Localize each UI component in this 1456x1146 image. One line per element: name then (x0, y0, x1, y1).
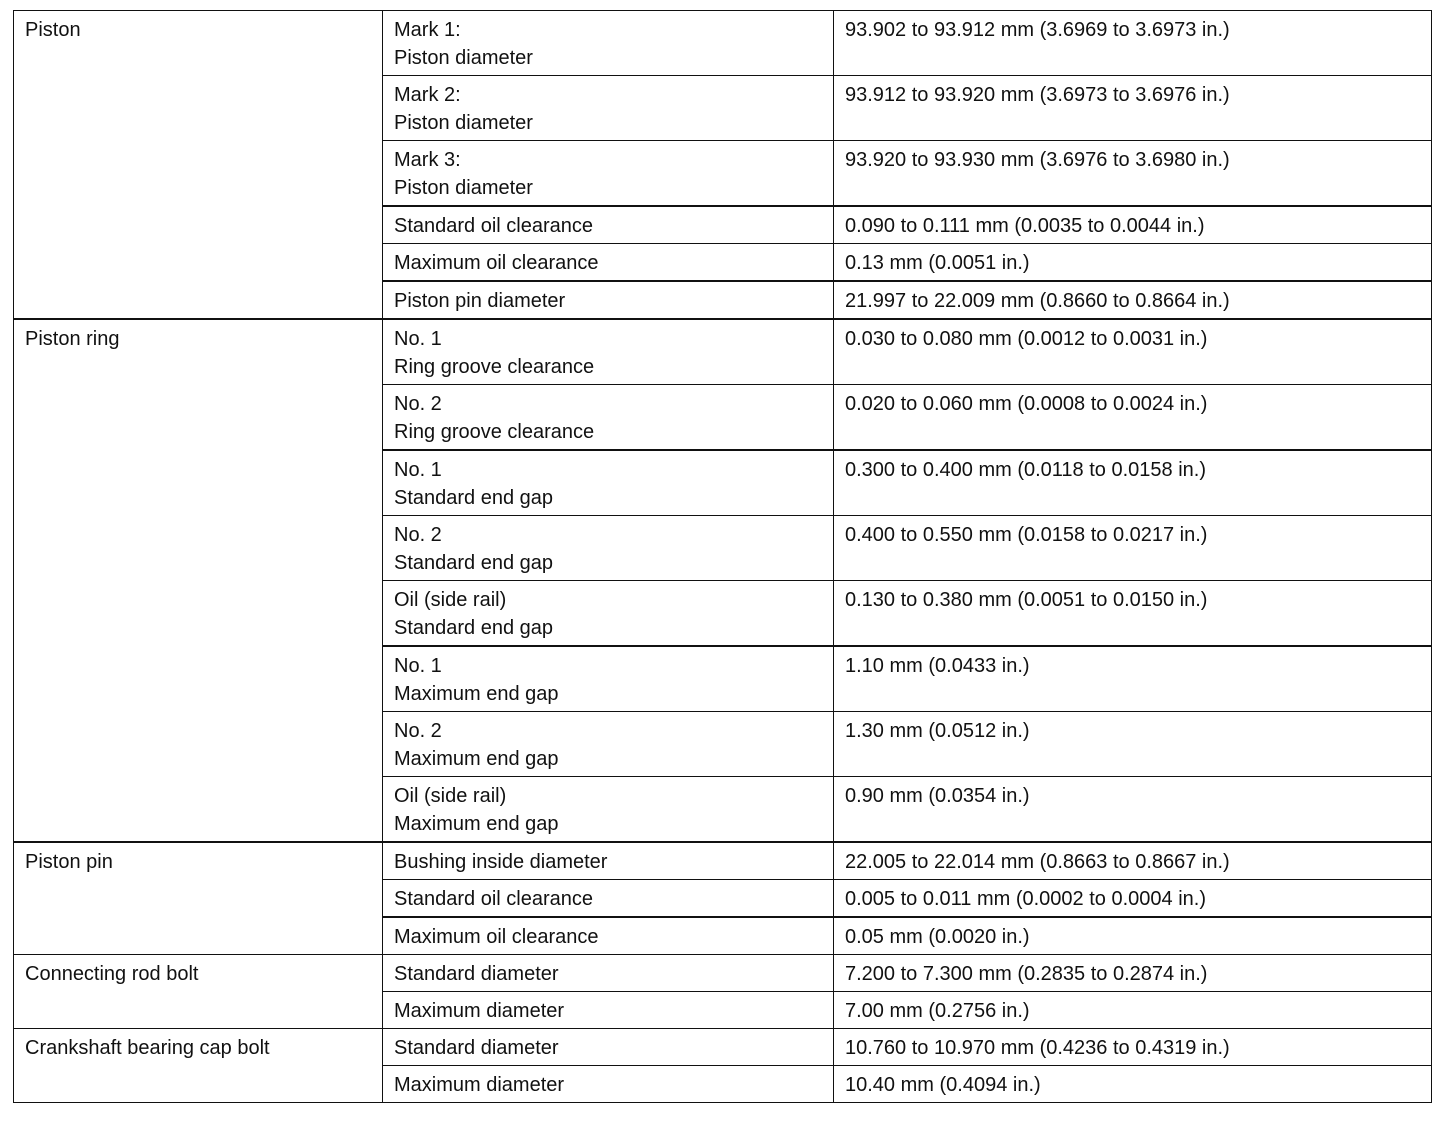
item-cell (383, 281, 834, 319)
group-name: Piston pin (25, 851, 113, 873)
value-text: 1.30 mm (0.0512 in.) (845, 720, 1030, 742)
value-cell (834, 992, 1432, 1029)
item-line: Ring groove clearance (394, 421, 595, 443)
item-cell (383, 712, 834, 777)
item-line: Maximum end gap (394, 748, 559, 770)
value-text: 0.90 mm (0.0354 in.) (845, 785, 1030, 807)
group-name: Crankshaft bearing cap bolt (25, 1037, 270, 1059)
value-cell (834, 581, 1432, 647)
value-text: 0.130 to 0.380 mm (0.0051 to 0.0150 in.) (845, 589, 1208, 611)
group-name: Connecting rod bolt (25, 963, 199, 985)
group-name: Piston ring (25, 328, 120, 350)
table-row (14, 1029, 1432, 1066)
item-cell (383, 385, 834, 451)
item-line: No. 1 (394, 328, 442, 350)
item-cell (383, 1066, 834, 1103)
group-name-cell (14, 1029, 383, 1103)
item-line: Maximum end gap (394, 683, 559, 705)
value-cell (834, 141, 1432, 207)
item-cell (383, 992, 834, 1029)
value-text: 0.005 to 0.011 mm (0.0002 to 0.0004 in.) (845, 888, 1206, 910)
value-text: 93.902 to 93.912 mm (3.6969 to 3.6973 in.) (845, 19, 1230, 41)
item-cell (383, 319, 834, 385)
item-cell (383, 646, 834, 712)
table-row (14, 955, 1432, 992)
table-row (14, 319, 1432, 385)
item-line: Maximum diameter (394, 1074, 565, 1096)
item-line: Piston diameter (394, 47, 533, 69)
group-name-cell (14, 955, 383, 1029)
value-cell (834, 777, 1432, 843)
item-line: Bushing inside diameter (394, 851, 608, 873)
item-line: Mark 2: (394, 84, 461, 106)
table-row (14, 842, 1432, 880)
value-cell (834, 516, 1432, 581)
item-line: Standard end gap (394, 487, 554, 509)
item-line: Maximum diameter (394, 1000, 565, 1022)
item-cell (383, 955, 834, 992)
item-cell (383, 450, 834, 516)
value-cell (834, 385, 1432, 451)
item-line: Standard oil clearance (394, 215, 594, 237)
value-text: 1.10 mm (0.0433 in.) (845, 655, 1030, 677)
item-line: No. 2 (394, 393, 442, 415)
value-text: 0.030 to 0.080 mm (0.0012 to 0.0031 in.) (845, 328, 1208, 350)
value-cell (834, 11, 1432, 76)
item-line: Standard end gap (394, 552, 554, 574)
value-cell (834, 880, 1432, 918)
item-cell (383, 917, 834, 955)
item-line: Standard end gap (394, 617, 554, 639)
value-text: 0.400 to 0.550 mm (0.0158 to 0.0217 in.) (845, 524, 1208, 546)
item-cell (383, 777, 834, 843)
value-text: 93.912 to 93.920 mm (3.6973 to 3.6976 in.) (845, 84, 1230, 106)
value-cell (834, 646, 1432, 712)
spec-table (13, 10, 1432, 1103)
item-line: No. 2 (394, 524, 442, 546)
item-line: Oil (side rail) (394, 589, 507, 611)
item-line: Maximum oil clearance (394, 926, 599, 948)
item-line: Standard diameter (394, 963, 559, 985)
value-cell (834, 76, 1432, 141)
value-cell (834, 955, 1432, 992)
item-line: No. 1 (394, 655, 442, 677)
item-line: Maximum oil clearance (394, 252, 599, 274)
value-text: 10.760 to 10.970 mm (0.4236 to 0.4319 in.) (845, 1037, 1230, 1059)
item-cell (383, 244, 834, 282)
item-cell (383, 206, 834, 244)
item-line: Piston diameter (394, 112, 533, 134)
value-text: 93.920 to 93.930 mm (3.6976 to 3.6980 in.) (845, 149, 1230, 171)
value-text: 0.090 to 0.111 mm (0.0035 to 0.0044 in.) (845, 215, 1205, 237)
value-cell (834, 450, 1432, 516)
item-line: Maximum end gap (394, 813, 559, 835)
item-line: Mark 3: (394, 149, 461, 171)
value-text: 21.997 to 22.009 mm (0.8660 to 0.8664 in.) (845, 290, 1230, 312)
value-cell (834, 1066, 1432, 1103)
item-cell (383, 842, 834, 880)
item-cell (383, 141, 834, 207)
item-line: No. 1 (394, 459, 442, 481)
value-cell (834, 281, 1432, 319)
item-cell (383, 1029, 834, 1066)
value-text: 7.00 mm (0.2756 in.) (845, 1000, 1030, 1022)
value-text: 0.020 to 0.060 mm (0.0008 to 0.0024 in.) (845, 393, 1208, 415)
value-cell (834, 1029, 1432, 1066)
value-cell (834, 712, 1432, 777)
value-cell (834, 319, 1432, 385)
item-line: Ring groove clearance (394, 356, 595, 378)
table-row (14, 11, 1432, 76)
item-line: Standard diameter (394, 1037, 559, 1059)
value-text: 0.300 to 0.400 mm (0.0118 to 0.0158 in.) (845, 459, 1206, 481)
spec-table-body (14, 11, 1432, 1103)
item-cell (383, 880, 834, 918)
item-line: No. 2 (394, 720, 442, 742)
item-cell (383, 11, 834, 76)
value-cell (834, 842, 1432, 880)
item-line: Piston diameter (394, 177, 533, 199)
group-name-cell (14, 319, 383, 842)
item-cell (383, 76, 834, 141)
value-cell (834, 206, 1432, 244)
value-text: 0.05 mm (0.0020 in.) (845, 926, 1030, 948)
item-line: Piston pin diameter (394, 290, 566, 312)
value-text: 0.13 mm (0.0051 in.) (845, 252, 1030, 274)
value-text: 10.40 mm (0.4094 in.) (845, 1074, 1041, 1096)
item-line: Mark 1: (394, 19, 461, 41)
item-cell (383, 516, 834, 581)
item-cell (383, 581, 834, 647)
item-line: Oil (side rail) (394, 785, 507, 807)
value-cell (834, 244, 1432, 282)
item-line: Standard oil clearance (394, 888, 594, 910)
value-text: 22.005 to 22.014 mm (0.8663 to 0.8667 in.) (845, 851, 1230, 873)
value-text: 7.200 to 7.300 mm (0.2835 to 0.2874 in.) (845, 963, 1208, 985)
group-name-cell (14, 11, 383, 320)
group-name-cell (14, 842, 383, 955)
group-name: Piston (25, 19, 81, 41)
value-cell (834, 917, 1432, 955)
